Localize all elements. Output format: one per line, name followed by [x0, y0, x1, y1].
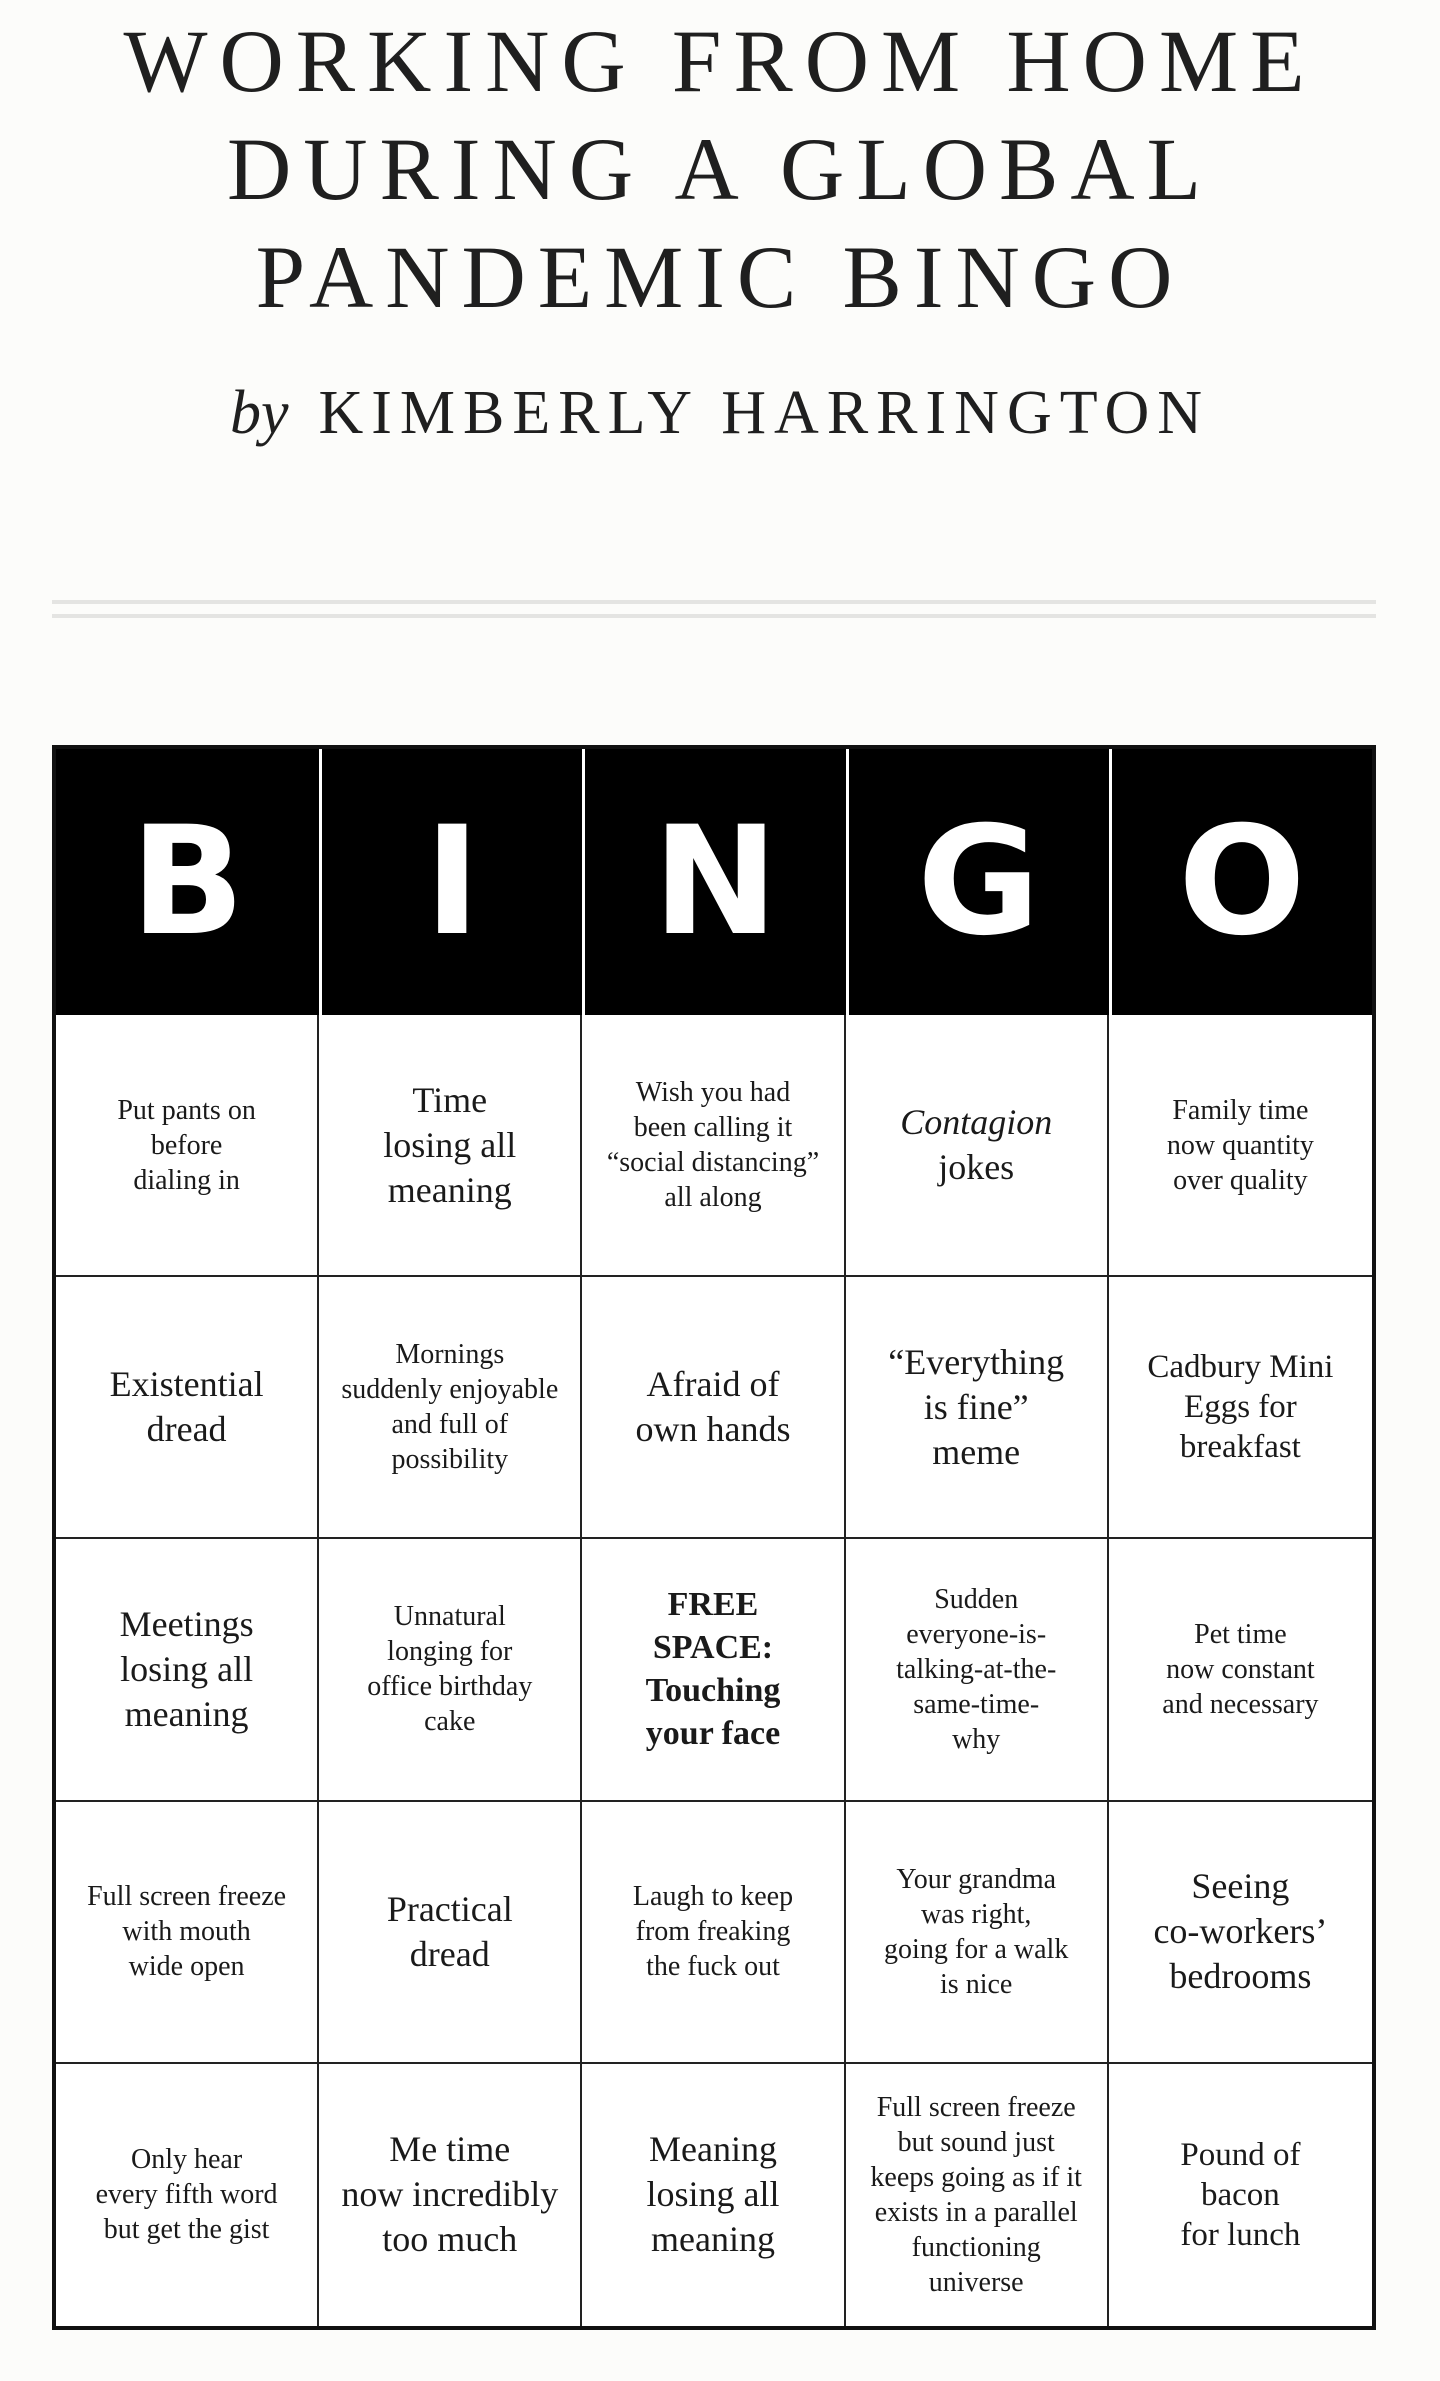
header-letter-g: G: [846, 749, 1109, 1015]
bingo-cell[interactable]: Only hear every fifth word but get the gist: [56, 2064, 319, 2326]
bingo-cell[interactable]: Afraid of own hands: [582, 1277, 845, 1539]
bingo-cell[interactable]: Put pants on before dialing in: [56, 1015, 319, 1277]
header-letter-o: O: [1109, 749, 1372, 1015]
bingo-cell[interactable]: Meaning losing all meaning: [582, 2064, 845, 2326]
contagion-title: Contagion: [900, 1102, 1053, 1143]
byline: [0, 378, 1440, 449]
free-space-cell[interactable]: FREE SPACE: Touching your face: [582, 1539, 845, 1801]
bingo-cell[interactable]: Mornings suddenly enjoyable and full of possibility: [319, 1277, 582, 1539]
header-letter-i: I: [319, 749, 582, 1015]
byline-prefix: by: [229, 379, 289, 447]
bingo-cell[interactable]: Full screen freeze with mouth wide open: [56, 1802, 319, 2064]
title-line-1: WORKING FROM HOME: [123, 13, 1317, 111]
bingo-cell[interactable]: Pound of bacon for lunch: [1180, 2136, 1301, 2253]
title-line-2: DURING A GLOBAL: [227, 121, 1213, 219]
bingo-cell[interactable]: Sudden everyone-is- talking-at-the- same-time- why: [846, 1539, 1109, 1801]
bingo-cell[interactable]: Your grandma was right, going for a walk is nice: [846, 1802, 1109, 2064]
bingo-cell[interactable]: Family time now quantity over quality: [1109, 1015, 1372, 1277]
page-title: [0, 8, 1440, 332]
bingo-board: [52, 745, 1376, 2330]
bingo-cell[interactable]: Me time now incredibly too much: [319, 2064, 582, 2326]
bingo-cell[interactable]: Existential dread: [56, 1277, 319, 1539]
byline-author: KIMBERLY HARRINGTON: [318, 379, 1211, 447]
bingo-cell[interactable]: Laugh to keep from freaking the fuck out: [582, 1802, 845, 2064]
divider-line: [52, 600, 1376, 604]
bingo-cell[interactable]: Meetings losing all meaning: [56, 1539, 319, 1801]
title-line-3: PANDEMIC BINGO: [255, 229, 1185, 327]
bingo-cell[interactable]: Time losing all meaning: [319, 1015, 582, 1277]
header-letter-b: B: [130, 795, 245, 969]
bingo-cell[interactable]: Wish you had been calling it “social distancing” all along: [582, 1015, 845, 1277]
bingo-grid: [56, 1015, 1372, 2326]
bingo-cell-text: jokes: [938, 1147, 1015, 1188]
bingo-cell[interactable]: Cadbury Mini Eggs for breakfast: [1109, 1277, 1372, 1539]
bingo-cell[interactable]: Unnatural longing for office birthday cake: [319, 1539, 582, 1801]
bingo-cell[interactable]: [846, 1015, 1109, 1277]
bingo-cell[interactable]: Seeing co-workers’ bedrooms: [1109, 1802, 1372, 2064]
bingo-cell[interactable]: Full screen freeze but sound just keeps going as if it exists in a parallel functioning universe: [846, 2064, 1109, 2326]
bingo-cell[interactable]: Pet time now constant and necessary: [1109, 1539, 1372, 1801]
divider-line: [52, 614, 1376, 618]
bingo-header-row: [56, 749, 1372, 1015]
bingo-cell[interactable]: “Everything is fine” meme: [846, 1277, 1109, 1539]
header-letter-n: N: [582, 749, 845, 1015]
bingo-cell[interactable]: Practical dread: [319, 1802, 582, 2064]
